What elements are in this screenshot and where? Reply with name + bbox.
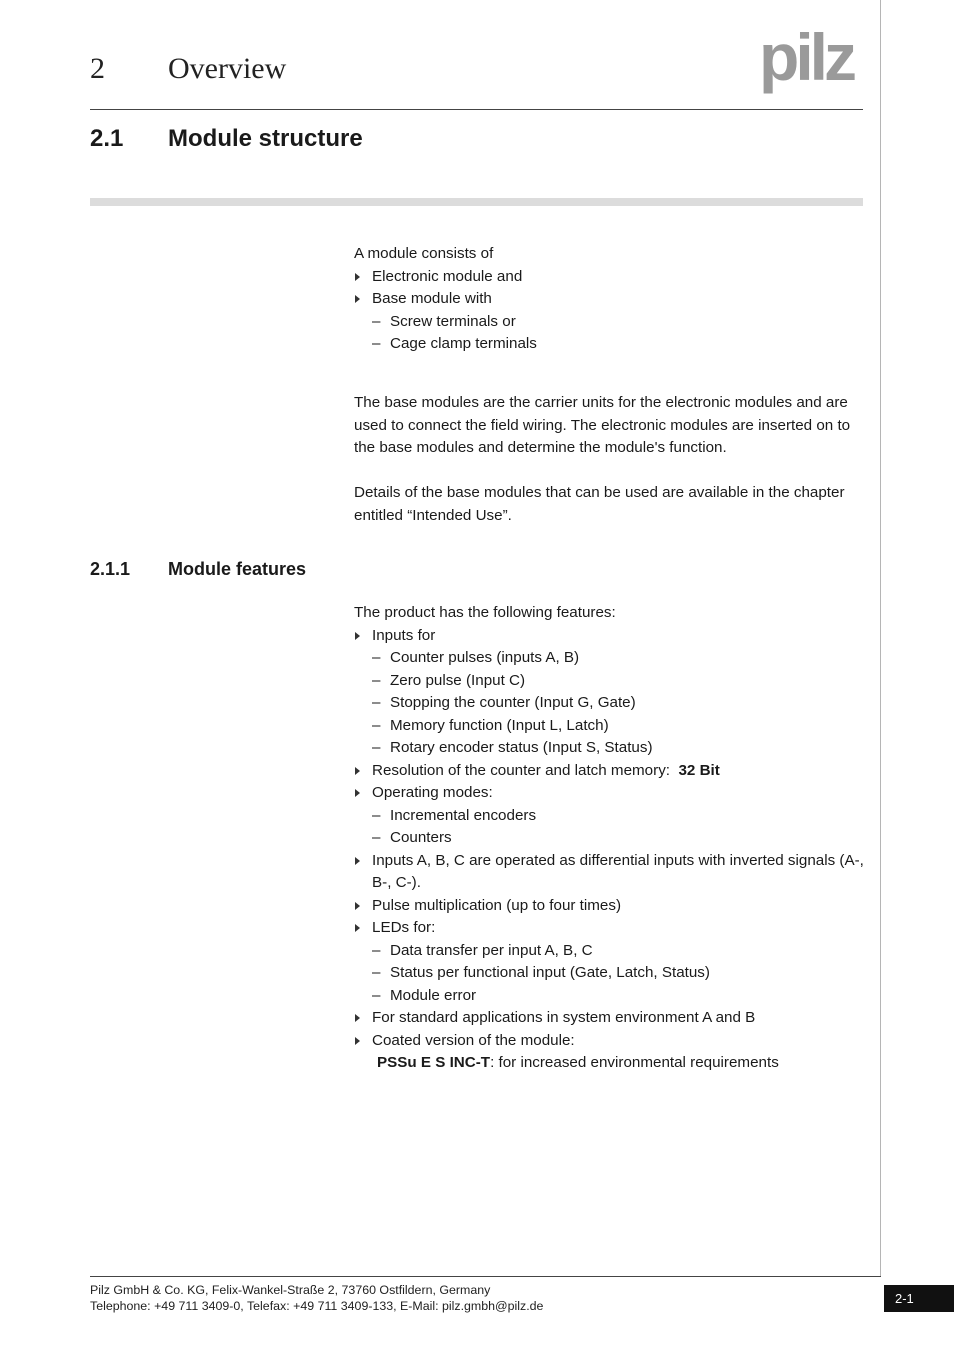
list-item: LEDs for: — [354, 917, 864, 940]
list-item: Inputs for — [354, 625, 864, 648]
list-item: Coated version of the module: — [354, 1030, 864, 1053]
features-intro: The product has the following features: — [354, 604, 616, 621]
dash-icon: – — [372, 806, 381, 824]
chapter-number: 2 — [90, 52, 105, 85]
sub-list-item: – Rotary encoder status (Input S, Status) — [354, 737, 864, 760]
product-name: PSSu E S INC-T — [377, 1054, 491, 1071]
section-title: Module structure — [168, 125, 363, 152]
list-item: For standard applications in system environment A and B — [354, 1007, 864, 1030]
list-item: Pulse multiplication (up to four times) — [354, 895, 864, 918]
pilz-logo — [748, 28, 864, 94]
bullet-arrow-icon — [355, 273, 360, 281]
bullet-arrow-icon — [355, 1014, 360, 1022]
header-rule — [90, 109, 863, 110]
bullet-arrow-icon — [355, 902, 360, 910]
svg-text:pilz: pilz — [759, 28, 853, 94]
coated-version-note: PSSu E S INC-T: for increased environmental requirements — [377, 1054, 779, 1071]
list-item: Electronic module and — [354, 266, 864, 289]
list-item: Operating modes: — [354, 782, 864, 805]
dash-icon: – — [372, 312, 381, 330]
list-item: Resolution of the counter and latch memory: 32 Bit — [354, 760, 864, 783]
sub-list-item: – Screw terminals or — [354, 311, 864, 334]
subsection-number: 2.1.1 — [90, 559, 131, 579]
sub-list-item: – Zero pulse (Input C) — [354, 670, 864, 693]
bullet-arrow-icon — [355, 789, 360, 797]
sub-list-item: – Stopping the counter (Input G, Gate) — [354, 692, 864, 715]
list-item: Base module with — [354, 288, 864, 311]
paragraph-base-modules: The base modules are the carrier units for the electronic modules and are used to connect the field wiring. The electronic modules are inserted on to the base modules and determine the module's function. — [354, 394, 851, 457]
section-divider-bar — [90, 198, 863, 206]
bullet-arrow-icon — [355, 632, 360, 640]
bullet-arrow-icon — [355, 857, 360, 865]
footer-address: Pilz GmbH & Co. KG, Felix-Wankel-Straße 2, 73760 Ostfildern, Germany — [90, 1283, 491, 1297]
sub-list-item: – Module error — [354, 985, 864, 1008]
dash-icon: – — [372, 941, 381, 959]
sub-list-item: – Counter pulses (inputs A, B) — [354, 647, 864, 670]
sub-list-item: – Incremental encoders — [354, 805, 864, 828]
bullet-arrow-icon — [355, 924, 360, 932]
right-margin-rule — [880, 0, 881, 1276]
sub-list-item: – Cage clamp terminals — [354, 333, 864, 356]
dash-icon: – — [372, 964, 381, 981]
dash-icon: – — [372, 986, 381, 1004]
resolution-value: 32 Bit — [678, 761, 720, 779]
dash-icon: – — [372, 335, 381, 352]
page-number-tab: 2-1 — [884, 1285, 954, 1312]
subsection-title: Module features — [168, 559, 307, 579]
module-features-list — [354, 602, 864, 1075]
sub-list-item: – Data transfer per input A, B, C — [354, 940, 864, 963]
bullet-arrow-icon — [355, 1037, 360, 1045]
section-number: 2.1 — [90, 125, 124, 152]
dash-icon: – — [372, 716, 381, 734]
dash-icon: – — [372, 694, 381, 711]
module-structure-list — [354, 243, 864, 356]
dash-icon: – — [372, 739, 381, 756]
list-item: Inputs A, B, C are operated as differential inputs with inverted signals (A-, B-, C-). — [354, 850, 864, 895]
sub-list-item: – Status per functional input (Gate, Latch, Status) — [354, 962, 864, 985]
bullet-arrow-icon — [355, 295, 360, 303]
sub-list-item: – Counters — [354, 827, 864, 850]
sub-list-item: – Memory function (Input L, Latch) — [354, 715, 864, 738]
bullet-arrow-icon — [355, 767, 360, 775]
dash-icon: – — [372, 649, 381, 666]
dash-icon: – — [372, 829, 381, 846]
footer-contact: Telephone: +49 711 3409-0, Telefax: +49 711 3409-133, E-Mail: pilz.gmbh@pilz.de — [90, 1299, 544, 1313]
paragraph-details: Details of the base modules that can be used are available in the chapter entitled “Intended Use”. — [354, 484, 845, 524]
structure-intro: A module consists of — [354, 245, 494, 262]
dash-icon: – — [372, 671, 381, 689]
chapter-title: Overview — [168, 52, 287, 85]
footer-rule — [90, 1276, 881, 1277]
